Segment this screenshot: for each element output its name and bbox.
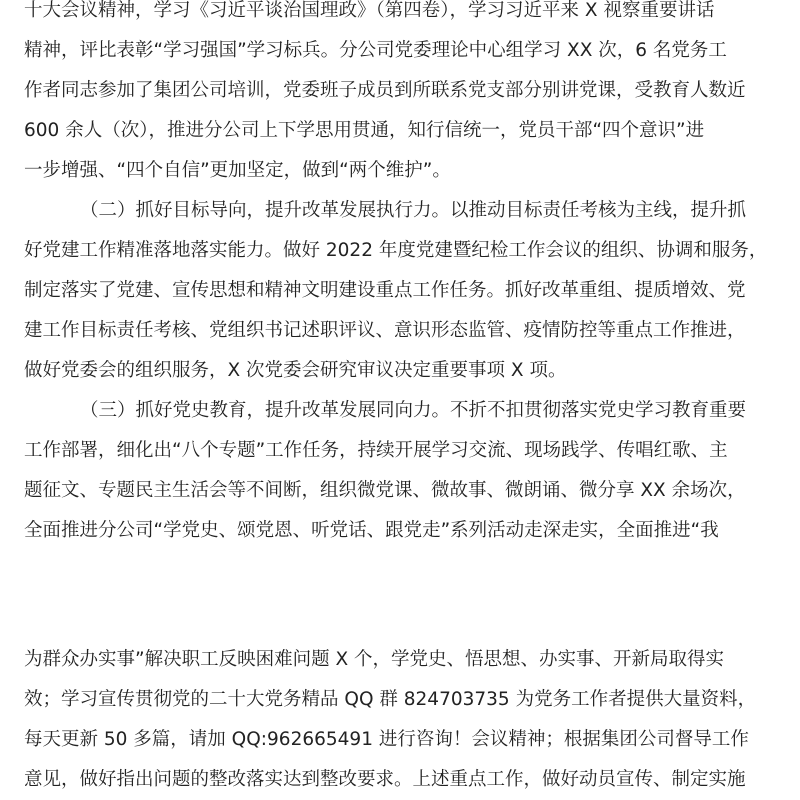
paragraph-2 [24,191,800,391]
text-line: 全面推进分公司“学党史、颂党恩、听党话、跟党走”系列活动走深走实，全面推进“我 [24,520,719,541]
document-text-top [24,0,800,551]
text-line: 意见，做好指出问题的整改落实达到整改要求。上述重点工作，做好动员宣传、制定实施 [24,769,746,790]
text-line: 好党建工作精准落地落实能力。做好 2022 年度党建暨纪检工作会议的组织、协调和服务， [24,240,768,261]
text-line: 一步增强、“四个自信”更加坚定，做到“两个维护”。 [24,160,451,181]
text-line: 作者同志参加了集团公司培训，党委班子成员到所联系党支部分别讲党课，受教育人数近 [24,80,746,101]
text-line: 十大会议精神，学习《习近平谈治国理政》（第四卷），学习习近平来 X 视察重要讲话 [24,0,715,21]
paragraph-3 [24,391,800,551]
paragraph-continued [24,640,800,800]
text-line: 建工作目标责任考核、党组织书记述职评议、意识形态监管、疫情防控等重点工作推进， [24,320,746,341]
text-line: 每天更新 50 多篇，请加 QQ:962665491 进行咨询！会议精神；根据集团公司督导工作 [24,729,749,750]
paragraph-1 [24,0,800,191]
text-line: 为群众办实事”解决职工反映困难问题 X 个，学党史、悟思想、办实事、开新局取得实 [24,649,725,670]
text-line: 做好党委会的组织服务，X 次党委会研究审议决定重要事项 X 项。 [24,360,567,381]
text-line: 600 余人（次），推进分公司上下学思用贯通，知行信统一，党员干部“四个意识”进 [24,120,705,141]
text-line: 题征文、专题民主生活会等不间断，组织微党课、微故事、微朗诵、微分享 XX 余场次， [24,480,746,501]
text-line: 制定落实了党建、宣传思想和精神文明建设重点工作任务。抓好改革重组、提质增效、党 [24,280,746,301]
text-line-indented: （三）抓好党史教育，提升改革发展同向力。不折不扣贯彻落实党史学习教育重要 [80,400,747,421]
text-line: 精神，评比表彰“学习强国”学习标兵。分公司党委理论中心组学习 XX 次，6 名党务工 [24,40,727,61]
text-line: 工作部署，细化出“八个专题”工作任务，持续开展学习交流、现场践学、传唱红歌、主 [24,440,728,461]
text-line-indented: （二）抓好目标导向，提升改革发展执行力。以推动目标责任考核为主线，提升抓 [80,200,747,221]
document-text-bottom [24,640,800,800]
text-line: 效；学习宣传贯彻党的二十大党务精品 QQ 群 824703735 为党务工作者提供大量资料， [24,689,757,710]
